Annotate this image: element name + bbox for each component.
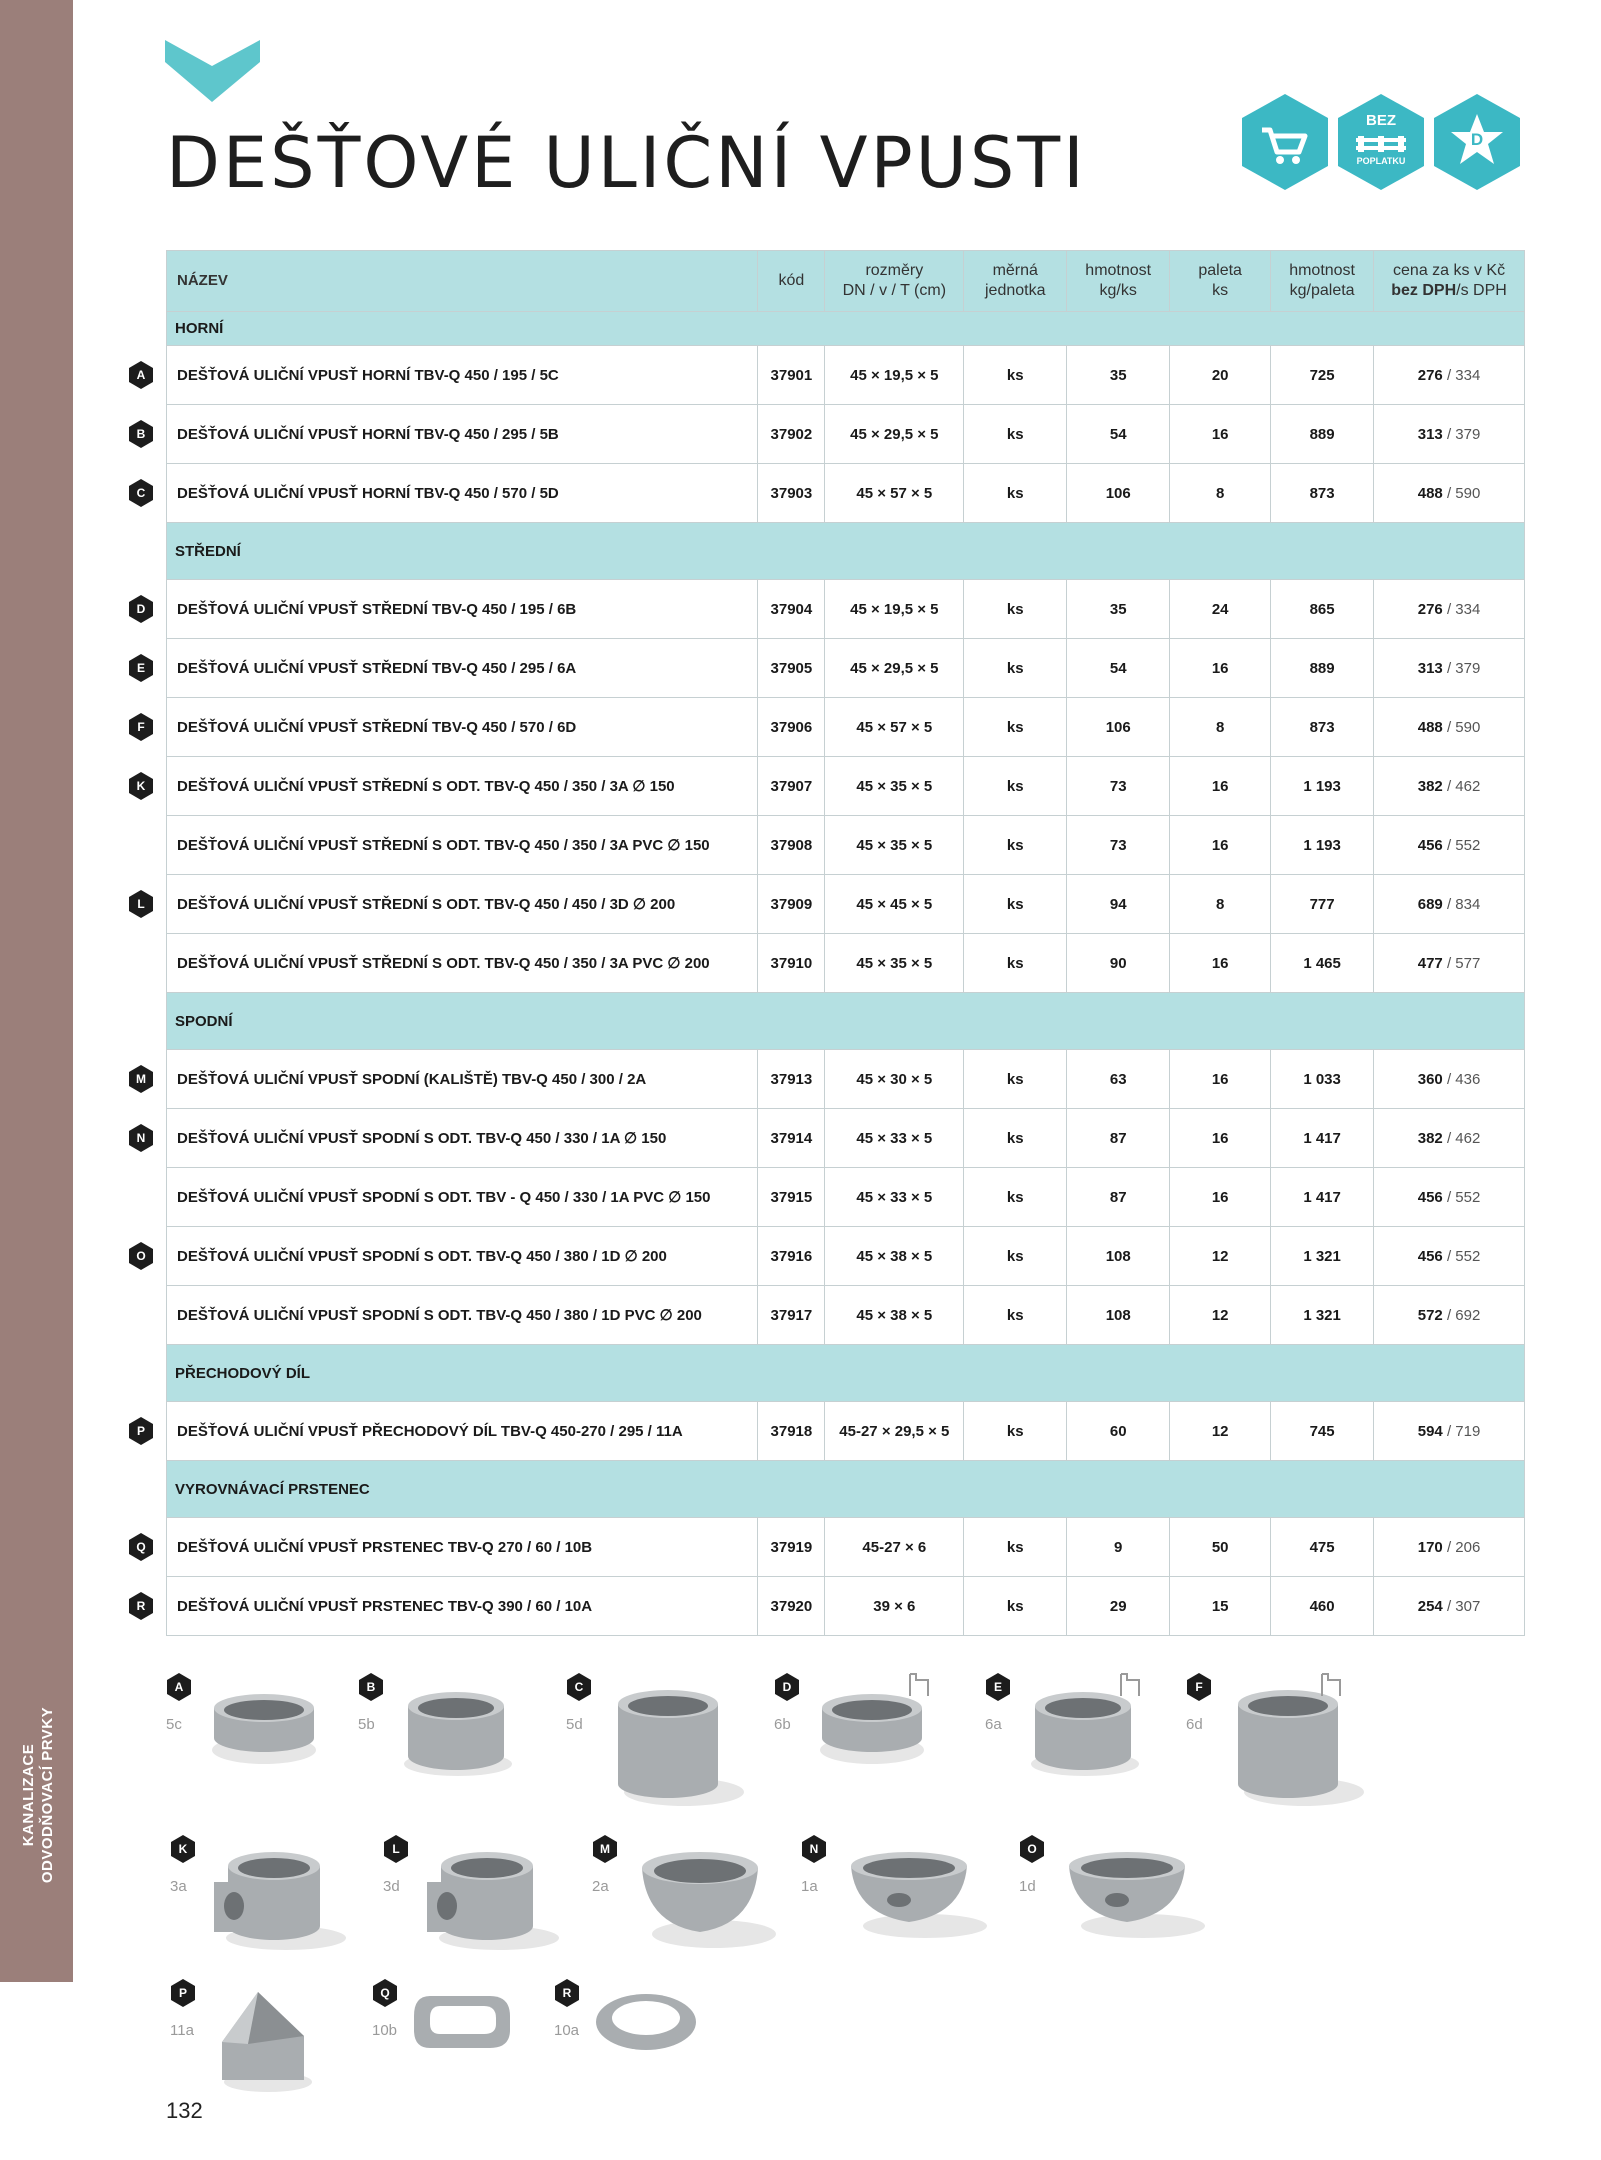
ring-mid-image: [396, 1680, 516, 1784]
product-pallet-weight: 873: [1271, 698, 1374, 757]
product-image-label: 1d: [1019, 1878, 1036, 1895]
row-marker-k: K: [128, 771, 154, 801]
price-gross: 590: [1455, 718, 1481, 736]
table-row: [167, 1227, 1525, 1286]
product-unit: ks: [964, 757, 1067, 816]
product-weight: 87: [1067, 1109, 1170, 1168]
product-dims: 45 × 33 × 5: [825, 1168, 964, 1227]
price-gross: 834: [1455, 895, 1481, 913]
product-pallet-weight: 725: [1271, 346, 1374, 405]
product-code: 37917: [758, 1286, 825, 1345]
row-marker-m: M: [592, 1834, 618, 1864]
product-pallet: 8: [1170, 464, 1271, 523]
product-price: 360 / 436: [1374, 1050, 1525, 1109]
section-header-row: [167, 1345, 1525, 1402]
product-price: 456 / 552: [1374, 816, 1525, 875]
side-label-line-2: ODVODŇOVACÍ PRVKY: [39, 1706, 56, 1884]
row-marker-n: N: [128, 1123, 154, 1153]
price-net: 382: [1417, 777, 1443, 795]
price-net: 360: [1417, 1070, 1443, 1088]
row-marker-r: R: [128, 1591, 154, 1621]
product-image-label: 2a: [592, 1878, 609, 1895]
header-code: kód: [758, 251, 825, 312]
table-row: [167, 405, 1525, 464]
product-weight: 29: [1067, 1577, 1170, 1636]
product-code: 37901: [758, 346, 825, 405]
product-dims: 39 × 6: [825, 1577, 964, 1636]
price-gross: 206: [1455, 1538, 1481, 1556]
product-dims: 45 × 35 × 5: [825, 757, 964, 816]
product-weight: 35: [1067, 346, 1170, 405]
row-marker-n: N: [801, 1834, 827, 1864]
product-unit: ks: [964, 580, 1067, 639]
product-dims: 45 × 19,5 × 5: [825, 580, 964, 639]
product-code: 37919: [758, 1518, 825, 1577]
header-pallet-weight: hmotnost kg/paleta: [1271, 251, 1374, 312]
product-dims: 45 × 19,5 × 5: [825, 346, 964, 405]
table-row: [167, 346, 1525, 405]
product-image-label: 1a: [801, 1878, 818, 1895]
product-code: 37905: [758, 639, 825, 698]
table-row: [167, 1050, 1525, 1109]
header-pallet: paleta ks: [1170, 251, 1271, 312]
price-gross: 552: [1455, 836, 1481, 854]
product-pallet-weight: 1 193: [1271, 757, 1374, 816]
product-name: DEŠŤOVÁ ULIČNÍ VPUSŤ SPODNÍ (KALIŠTĚ) TBV-Q 450 / 300 / 2A: [167, 1050, 758, 1109]
table-row: [167, 464, 1525, 523]
header-weight: hmotnost kg/ks: [1067, 251, 1170, 312]
bowl-outlet-image: [1057, 1842, 1207, 1946]
product-code: 37914: [758, 1109, 825, 1168]
product-name: DEŠŤOVÁ ULIČNÍ VPUSŤ HORNÍ TBV-Q 450 / 195 / 5C: [167, 346, 758, 405]
product-weight: 73: [1067, 757, 1170, 816]
product-weight: 87: [1067, 1168, 1170, 1227]
row-marker-e: E: [128, 653, 154, 683]
product-weight: 94: [1067, 875, 1170, 934]
row-marker-b: B: [128, 419, 154, 449]
product-dims: 45 × 30 × 5: [825, 1050, 964, 1109]
price-gross: 379: [1455, 659, 1481, 677]
product-unit: ks: [964, 405, 1067, 464]
product-name: DEŠŤOVÁ ULIČNÍ VPUSŤ STŘEDNÍ S ODT. TBV-Q 450 / 350 / 3A PVC ∅ 200: [167, 934, 758, 993]
ring-tall-image: [1224, 1680, 1364, 1814]
product-price: 276 / 334: [1374, 346, 1525, 405]
ring-outlet-image: [208, 1842, 348, 1956]
price-gross: 719: [1455, 1422, 1481, 1440]
bowl-image: [630, 1842, 780, 1956]
product-image-label: 5d: [566, 1716, 583, 1733]
product-pallet-weight: 1 033: [1271, 1050, 1374, 1109]
price-net: 488: [1417, 718, 1443, 736]
product-price: 313 / 379: [1374, 405, 1525, 464]
section-header-row: [167, 993, 1525, 1050]
row-marker-o: O: [128, 1241, 154, 1271]
product-unit: ks: [964, 698, 1067, 757]
product-dims: 45-27 × 6: [825, 1518, 964, 1577]
product-price: 594 / 719: [1374, 1402, 1525, 1461]
product-unit: ks: [964, 346, 1067, 405]
product-name: DEŠŤOVÁ ULIČNÍ VPUSŤ STŘEDNÍ S ODT. TBV-Q 450 / 450 / 3D ∅ 200: [167, 875, 758, 934]
product-name: DEŠŤOVÁ ULIČNÍ VPUSŤ SPODNÍ S ODT. TBV-Q 450 / 380 / 1D ∅ 200: [167, 1227, 758, 1286]
row-marker-a: A: [128, 360, 154, 390]
product-image-label: 5c: [166, 1716, 182, 1733]
product-dims: 45-27 × 29,5 × 5: [825, 1402, 964, 1461]
table-row: [167, 816, 1525, 875]
row-marker-o: O: [1019, 1834, 1045, 1864]
table-row: [167, 757, 1525, 816]
price-net: 572: [1417, 1306, 1443, 1324]
product-image-label: 3a: [170, 1878, 187, 1895]
product-dims: 45 × 29,5 × 5: [825, 639, 964, 698]
product-pallet: 16: [1170, 816, 1271, 875]
table-row: [167, 1168, 1525, 1227]
product-code: 37920: [758, 1577, 825, 1636]
product-code: 37913: [758, 1050, 825, 1109]
table-row: [167, 875, 1525, 934]
row-marker-l: L: [383, 1834, 409, 1864]
price-net: 254: [1417, 1597, 1443, 1615]
product-name: DEŠŤOVÁ ULIČNÍ VPUSŤ STŘEDNÍ TBV-Q 450 / 570 / 6D: [167, 698, 758, 757]
section-header-row: [167, 523, 1525, 580]
table-header-row: [167, 251, 1525, 312]
product-weight: 54: [1067, 405, 1170, 464]
step-bracket-icon: [1320, 1672, 1342, 1698]
row-marker-a: A: [166, 1672, 192, 1702]
product-pallet-weight: 475: [1271, 1518, 1374, 1577]
price-gross: 334: [1455, 366, 1481, 384]
product-weight: 106: [1067, 698, 1170, 757]
product-dims: 45 × 35 × 5: [825, 816, 964, 875]
product-dims: 45 × 57 × 5: [825, 464, 964, 523]
product-price: 689 / 834: [1374, 875, 1525, 934]
product-pallet-weight: 1 417: [1271, 1168, 1374, 1227]
product-unit: ks: [964, 1050, 1067, 1109]
product-code: 37904: [758, 580, 825, 639]
product-pallet-weight: 873: [1271, 464, 1374, 523]
product-weight: 54: [1067, 639, 1170, 698]
product-image-label: 10b: [372, 2022, 398, 2039]
row-marker-r: R: [554, 1978, 580, 2008]
star-d-icon: [1432, 92, 1522, 192]
table-row: [167, 1109, 1525, 1168]
side-label-line-1: KANALIZACE: [20, 1743, 37, 1847]
price-net: 170: [1417, 1538, 1443, 1556]
ring-outlet-image: [421, 1842, 561, 1956]
price-gross: 462: [1455, 777, 1481, 795]
price-gross: 590: [1455, 484, 1481, 502]
product-image-label: 3d: [383, 1878, 400, 1895]
product-name: DEŠŤOVÁ ULIČNÍ VPUSŤ PRSTENEC TBV-Q 270 / 60 / 10B: [167, 1518, 758, 1577]
product-price: 477 / 577: [1374, 934, 1525, 993]
section-title: STŘEDNÍ: [167, 523, 1525, 580]
product-image-label: 6a: [985, 1716, 1002, 1733]
product-weight: 60: [1067, 1402, 1170, 1461]
product-name: DEŠŤOVÁ ULIČNÍ VPUSŤ HORNÍ TBV-Q 450 / 295 / 5B: [167, 405, 758, 464]
product-code: 37906: [758, 698, 825, 757]
product-pallet-weight: 1 417: [1271, 1109, 1374, 1168]
row-marker-f: F: [128, 712, 154, 742]
product-price: 456 / 552: [1374, 1168, 1525, 1227]
header-dims: rozměry DN / v / T (cm): [825, 251, 964, 312]
product-price: 456 / 552: [1374, 1227, 1525, 1286]
product-weight: 108: [1067, 1286, 1170, 1345]
product-price: 170 / 206: [1374, 1518, 1525, 1577]
product-code: 37910: [758, 934, 825, 993]
header-unit: měrná jednotka: [964, 251, 1067, 312]
product-name: DEŠŤOVÁ ULIČNÍ VPUSŤ PRSTENEC TBV-Q 390 / 60 / 10A: [167, 1577, 758, 1636]
price-gross: 577: [1455, 954, 1481, 972]
product-pallet: 12: [1170, 1286, 1271, 1345]
table-row: [167, 639, 1525, 698]
product-name: DEŠŤOVÁ ULIČNÍ VPUSŤ STŘEDNÍ S ODT. TBV-Q 450 / 350 / 3A ∅ 150: [167, 757, 758, 816]
product-dims: 45 × 33 × 5: [825, 1109, 964, 1168]
header-name: NÁZEV: [167, 251, 758, 312]
product-dims: 45 × 29,5 × 5: [825, 405, 964, 464]
product-pallet: 16: [1170, 639, 1271, 698]
product-code: 37915: [758, 1168, 825, 1227]
ring-tall-image: [604, 1680, 744, 1814]
product-name: DEŠŤOVÁ ULIČNÍ VPUSŤ PŘECHODOVÝ DÍL TBV-Q 450-270 / 295 / 11A: [167, 1402, 758, 1461]
badge-letter: D: [1470, 130, 1484, 149]
product-pallet-weight: 889: [1271, 405, 1374, 464]
product-code: 37916: [758, 1227, 825, 1286]
row-marker-c: C: [566, 1672, 592, 1702]
product-dims: 45 × 57 × 5: [825, 698, 964, 757]
product-price: 254 / 307: [1374, 1577, 1525, 1636]
product-pallet-weight: 889: [1271, 639, 1374, 698]
product-weight: 35: [1067, 580, 1170, 639]
product-pallet: 12: [1170, 1402, 1271, 1461]
product-name: DEŠŤOVÁ ULIČNÍ VPUSŤ SPODNÍ S ODT. TBV-Q 450 / 330 / 1A ∅ 150: [167, 1109, 758, 1168]
row-marker-p: P: [170, 1978, 196, 2008]
table-row: [167, 580, 1525, 639]
product-price: 382 / 462: [1374, 757, 1525, 816]
product-name: DEŠŤOVÁ ULIČNÍ VPUSŤ SPODNÍ S ODT. TBV - Q 450 / 330 / 1A PVC ∅ 150: [167, 1168, 758, 1227]
price-net: 689: [1417, 895, 1443, 913]
product-pallet-weight: 1 321: [1271, 1286, 1374, 1345]
price-gross: 692: [1455, 1306, 1481, 1324]
price-gross: 462: [1455, 1129, 1481, 1147]
product-pallet: 16: [1170, 1168, 1271, 1227]
side-bar: [0, 0, 73, 1982]
header-price: cena za ks v Kč bez DPH/s DPH: [1374, 251, 1525, 312]
product-image-label: 11a: [170, 2022, 194, 2039]
product-pallet: 16: [1170, 757, 1271, 816]
row-marker-f: F: [1186, 1672, 1212, 1702]
product-unit: ks: [964, 1109, 1067, 1168]
frame-square-image: [410, 1986, 520, 2060]
product-code: 37909: [758, 875, 825, 934]
price-net: 456: [1417, 836, 1443, 854]
product-price: 313 / 379: [1374, 639, 1525, 698]
side-category-label: [19, 1707, 57, 1883]
price-gross: 379: [1455, 425, 1481, 443]
price-gross: 552: [1455, 1247, 1481, 1265]
ring-short-image: [204, 1680, 324, 1774]
row-marker-q: Q: [372, 1978, 398, 2008]
product-name: DEŠŤOVÁ ULIČNÍ VPUSŤ STŘEDNÍ TBV-Q 450 / 295 / 6A: [167, 639, 758, 698]
product-unit: ks: [964, 816, 1067, 875]
bowl-outlet-image: [839, 1842, 989, 1946]
price-net: 313: [1417, 425, 1443, 443]
price-gross: 552: [1455, 1188, 1481, 1206]
badge-bottom-text: POPLATKU: [1356, 156, 1406, 166]
row-marker-d: D: [128, 594, 154, 624]
price-net: 456: [1417, 1247, 1443, 1265]
price-net: 456: [1417, 1188, 1443, 1206]
product-image-label: 6b: [774, 1716, 791, 1733]
badge-top-text: BEZ: [1366, 112, 1396, 129]
product-unit: ks: [964, 1286, 1067, 1345]
product-weight: 73: [1067, 816, 1170, 875]
product-price: 276 / 334: [1374, 580, 1525, 639]
product-weight: 108: [1067, 1227, 1170, 1286]
page-title: DEŠŤOVÉ ULIČNÍ VPUSTI: [166, 122, 1087, 204]
table-row: [167, 934, 1525, 993]
section-title: PŘECHODOVÝ DÍL: [167, 1345, 1525, 1402]
row-marker-l: L: [128, 889, 154, 919]
section-header-row: [167, 312, 1525, 346]
product-unit: ks: [964, 1402, 1067, 1461]
product-pallet: 50: [1170, 1518, 1271, 1577]
product-image-label: 6d: [1186, 1716, 1203, 1733]
product-pallet: 15: [1170, 1577, 1271, 1636]
price-net: 382: [1417, 1129, 1443, 1147]
pallet-icon: [1336, 92, 1426, 192]
product-name: DEŠŤOVÁ ULIČNÍ VPUSŤ STŘEDNÍ S ODT. TBV-Q 450 / 350 / 3A PVC ∅ 150: [167, 816, 758, 875]
row-marker-q: Q: [128, 1532, 154, 1562]
row-marker-b: B: [358, 1672, 384, 1702]
table-row: [167, 1402, 1525, 1461]
product-price: 572 / 692: [1374, 1286, 1525, 1345]
product-pallet-weight: 1 321: [1271, 1227, 1374, 1286]
product-dims: 45 × 38 × 5: [825, 1286, 964, 1345]
product-pallet-weight: 777: [1271, 875, 1374, 934]
product-weight: 9: [1067, 1518, 1170, 1577]
product-name: DEŠŤOVÁ ULIČNÍ VPUSŤ STŘEDNÍ TBV-Q 450 / 195 / 6B: [167, 580, 758, 639]
section-title: HORNÍ: [167, 312, 1525, 346]
price-net: 276: [1417, 600, 1443, 618]
product-code: 37903: [758, 464, 825, 523]
product-pallet-weight: 1 193: [1271, 816, 1374, 875]
product-pallet: 8: [1170, 698, 1271, 757]
chevron-down-icon: [165, 40, 260, 102]
price-gross: 436: [1455, 1070, 1481, 1088]
table-row: [167, 1518, 1525, 1577]
row-marker-m: M: [128, 1064, 154, 1094]
price-net: 313: [1417, 659, 1443, 677]
product-weight: 106: [1067, 464, 1170, 523]
product-price: 488 / 590: [1374, 698, 1525, 757]
page-number: 132: [166, 2098, 203, 2123]
product-table: [166, 250, 1525, 1636]
product-unit: ks: [964, 1168, 1067, 1227]
price-net: 594: [1417, 1422, 1443, 1440]
product-code: 37908: [758, 816, 825, 875]
step-bracket-icon: [1119, 1672, 1141, 1698]
product-weight: 63: [1067, 1050, 1170, 1109]
product-dims: 45 × 45 × 5: [825, 875, 964, 934]
row-marker-k: K: [170, 1834, 196, 1864]
product-name: DEŠŤOVÁ ULIČNÍ VPUSŤ SPODNÍ S ODT. TBV-Q 450 / 380 / 1D PVC ∅ 200: [167, 1286, 758, 1345]
section-header-row: [167, 1461, 1525, 1518]
shopping-cart-icon: [1240, 92, 1330, 192]
product-unit: ks: [964, 934, 1067, 993]
product-weight: 90: [1067, 934, 1170, 993]
product-dims: 45 × 35 × 5: [825, 934, 964, 993]
price-gross: 334: [1455, 600, 1481, 618]
product-code: 37902: [758, 405, 825, 464]
product-name: DEŠŤOVÁ ULIČNÍ VPUSŤ HORNÍ TBV-Q 450 / 570 / 5D: [167, 464, 758, 523]
product-unit: ks: [964, 1227, 1067, 1286]
price-net: 276: [1417, 366, 1443, 384]
product-code: 37907: [758, 757, 825, 816]
product-dims: 45 × 38 × 5: [825, 1227, 964, 1286]
product-pallet: 8: [1170, 875, 1271, 934]
frame-round-image: [592, 1986, 702, 2060]
product-image-label: 5b: [358, 1716, 375, 1733]
price-gross: 307: [1455, 1597, 1481, 1615]
row-marker-e: E: [985, 1672, 1011, 1702]
section-title: SPODNÍ: [167, 993, 1525, 1050]
product-pallet-weight: 865: [1271, 580, 1374, 639]
product-pallet: 16: [1170, 1109, 1271, 1168]
product-pallet-weight: 745: [1271, 1402, 1374, 1461]
product-pallet: 16: [1170, 405, 1271, 464]
price-net: 477: [1417, 954, 1443, 972]
product-pallet: 16: [1170, 1050, 1271, 1109]
product-pallet: 12: [1170, 1227, 1271, 1286]
row-marker-p: P: [128, 1416, 154, 1446]
price-net: 488: [1417, 484, 1443, 502]
product-pallet: 24: [1170, 580, 1271, 639]
product-price: 382 / 462: [1374, 1109, 1525, 1168]
row-marker-c: C: [128, 478, 154, 508]
product-unit: ks: [964, 1518, 1067, 1577]
product-unit: ks: [964, 639, 1067, 698]
product-pallet: 20: [1170, 346, 1271, 405]
product-pallet: 16: [1170, 934, 1271, 993]
table-row: [167, 698, 1525, 757]
table-row: [167, 1577, 1525, 1636]
product-unit: ks: [964, 464, 1067, 523]
row-marker-d: D: [774, 1672, 800, 1702]
cone-image: [208, 1986, 318, 2100]
product-pallet-weight: 460: [1271, 1577, 1374, 1636]
product-code: 37918: [758, 1402, 825, 1461]
table-row: [167, 1286, 1525, 1345]
product-image-label: 10a: [554, 2022, 580, 2039]
product-price: 488 / 590: [1374, 464, 1525, 523]
step-bracket-icon: [908, 1672, 930, 1698]
product-pallet-weight: 1 465: [1271, 934, 1374, 993]
product-unit: ks: [964, 1577, 1067, 1636]
section-title: VYROVNÁVACÍ PRSTENEC: [167, 1461, 1525, 1518]
product-unit: ks: [964, 875, 1067, 934]
